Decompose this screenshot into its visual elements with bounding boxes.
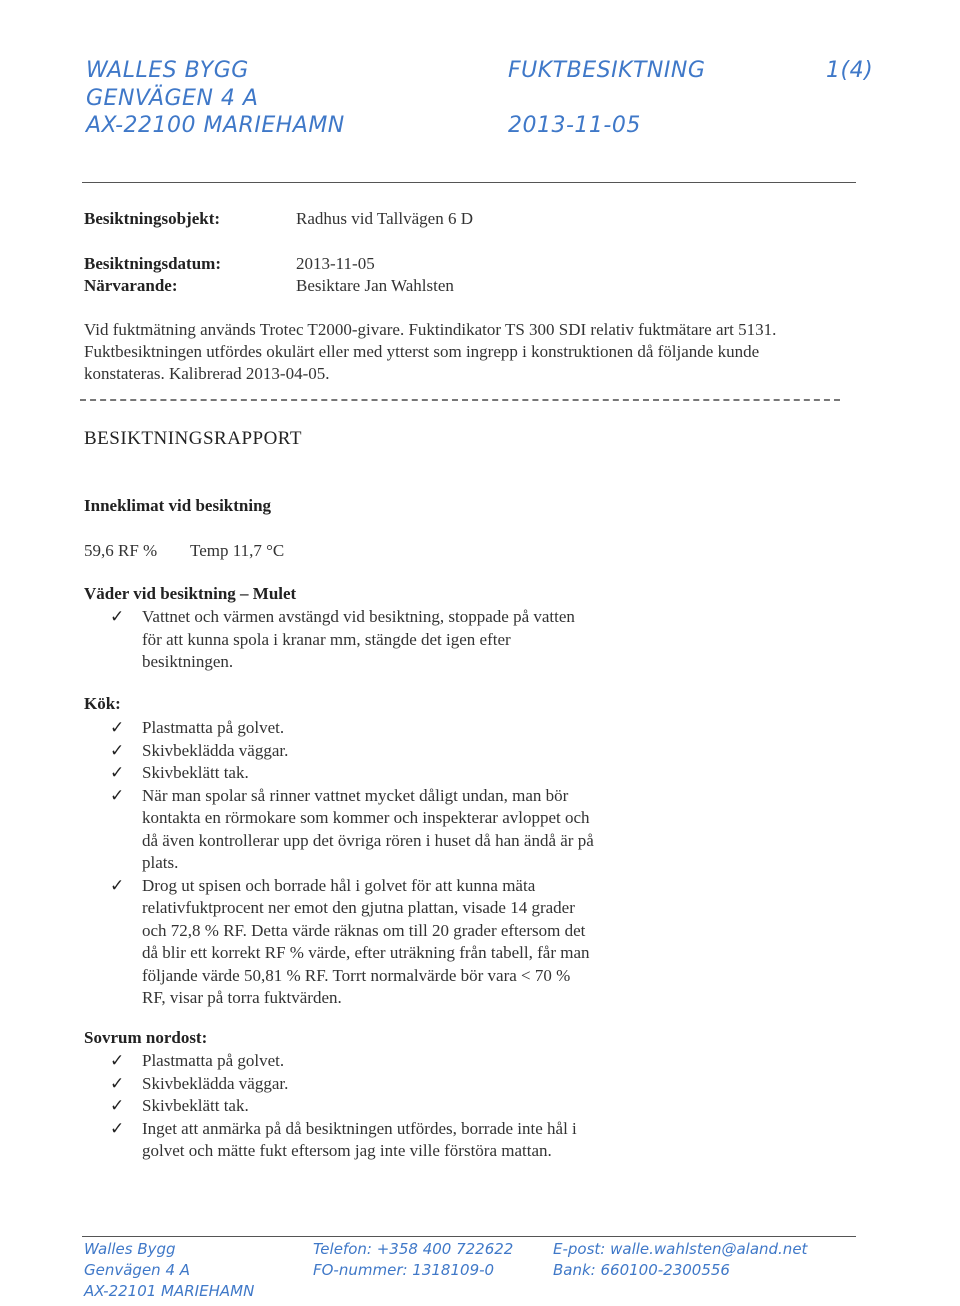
checkmark-icon: ✓ xyxy=(110,718,125,738)
checklist-item-line: Inget att anmärka på då besiktningen utfördes, borrade inte hål i xyxy=(142,1118,577,1138)
checkmark-icon: ✓ xyxy=(110,1073,125,1094)
checkmark-icon: ✓ xyxy=(110,763,125,783)
checklist-item xyxy=(110,740,594,763)
checklist-item-line: Plastmatta på golvet. xyxy=(142,718,285,737)
company-name: WALLES BYGG xyxy=(86,58,249,83)
kitchen-list xyxy=(110,717,594,1010)
checklist-item-line: När man spolar så rinner vattnet mycket dåligt undan, man bör xyxy=(142,785,569,805)
checkmark-icon: ✓ xyxy=(110,607,125,627)
inspection-date-label: Besiktningsdatum: xyxy=(84,254,221,273)
footer-divider xyxy=(82,1236,856,1237)
checklist-item xyxy=(110,785,594,875)
checklist-item-line: Skivbeklätt tak. xyxy=(142,763,249,782)
kitchen-heading: Kök: xyxy=(84,694,121,713)
footer-email[interactable]: E-post: walle.wahlsten@aland.net xyxy=(553,1240,808,1258)
checklist-item-line: Vattnet och värmen avstängd vid besiktning, stoppade på vatten xyxy=(142,607,575,626)
footer-phone: Telefon: +358 400 722622 xyxy=(313,1240,514,1258)
checklist-item-line: Plastmatta på golvet. xyxy=(142,1051,285,1070)
checklist-item xyxy=(110,717,594,740)
checklist-item-line: och 72,8 % RF. Detta värde räknas om till 20 grader eftersom det xyxy=(142,920,586,940)
checklist-item-line: Skivbeklätt tak. xyxy=(142,1096,249,1115)
object-label: Besiktningsobjekt: xyxy=(84,209,221,228)
bedroom-heading: Sovrum nordost: xyxy=(84,1028,208,1047)
checklist-item-line: följande värde 50,81 % RF. Torrt normalvärde bör vara < 70 % xyxy=(142,965,571,985)
dashed-divider xyxy=(80,399,840,401)
report-title: BESIKTNINGSRAPPORT xyxy=(84,428,302,449)
checklist-item-line: besiktningen. xyxy=(142,652,234,671)
company-address: GENVÄGEN 4 A xyxy=(86,86,259,111)
present-value: Besiktare Jan Wahlsten xyxy=(296,276,454,295)
intro-line: Vid fuktmätning används Trotec T2000-givare. Fuktindikator TS 300 SDI relativ fuktmätare art 5131. xyxy=(84,320,777,339)
checklist-item xyxy=(110,1118,577,1163)
checklist-item-line: Skivbeklädda väggar. xyxy=(142,1073,289,1093)
checkmark-icon: ✓ xyxy=(110,875,125,896)
checklist-item xyxy=(110,1073,577,1096)
checklist-item xyxy=(110,875,594,1010)
document-title: FUKTBESIKTNING xyxy=(508,58,706,83)
checklist-item-line: RF, visar på torra fuktvärden. xyxy=(142,988,342,1007)
footer-bank: Bank: 660100-2300556 xyxy=(553,1261,730,1279)
footer-address: Genvägen 4 A xyxy=(84,1261,191,1279)
weather-list xyxy=(110,606,575,674)
checklist-item-line: Drog ut spisen och borrade hål i golvet för att kunna mäta xyxy=(142,875,536,895)
checkmark-icon: ✓ xyxy=(110,1051,125,1071)
present-label: Närvarande: xyxy=(84,276,178,295)
company-postal: AX-22100 MARIEHAMN xyxy=(86,113,345,138)
footer-postal: AX-22101 MARIEHAMN xyxy=(84,1282,255,1300)
intro-line: Fuktbesiktningen utfördes okulärt eller med ytterst som ingrepp i konstruktionen då följande kunde xyxy=(84,342,760,361)
checkmark-icon: ✓ xyxy=(110,785,125,806)
footer-company: Walles Bygg xyxy=(84,1240,176,1258)
checklist-item xyxy=(110,1050,577,1073)
checkmark-icon: ✓ xyxy=(110,1096,125,1116)
header-divider xyxy=(82,182,856,183)
page-number: 1(4) xyxy=(826,58,874,83)
checklist-item-line: Skivbeklädda väggar. xyxy=(142,740,289,760)
checklist-item-line: då blir ett korrekt RF % värde, efter uträkning från tabell, får man xyxy=(142,943,590,962)
bedroom-list xyxy=(110,1050,577,1163)
checklist-item-line: för att kunna spola i kranar mm, stängde det igen efter xyxy=(142,629,511,649)
checklist-item-line: plats. xyxy=(142,853,179,872)
intro-line: konstateras. Kalibrerad 2013-04-05. xyxy=(84,364,330,383)
object-value: Radhus vid Tallvägen 6 D xyxy=(296,209,473,228)
checkmark-icon: ✓ xyxy=(110,740,125,761)
checklist-item-line: kontakta en rörmokare som kommer och inspekterar avloppet och xyxy=(142,808,590,827)
checklist-item-line: relativfuktprocent ner emot den gjutna plattan, visade 14 grader xyxy=(142,898,575,917)
footer-org-number: FO-nummer: 1318109-0 xyxy=(313,1261,495,1279)
checkmark-icon: ✓ xyxy=(110,1118,125,1139)
climate-temp: Temp 11,7 °C xyxy=(190,541,285,560)
checklist-item-line: golvet och mätte fukt eftersom jag inte ville förstöra mattan. xyxy=(142,1141,552,1160)
climate-heading: Inneklimat vid besiktning xyxy=(84,496,272,515)
checklist-item xyxy=(110,606,575,674)
checklist-item xyxy=(110,1095,577,1118)
checklist-item-line: då även kontrollerar upp det övriga rören i huset då han ändå är på xyxy=(142,830,594,850)
weather-heading: Väder vid besiktning – Mulet xyxy=(84,584,297,603)
inspection-date-value: 2013-11-05 xyxy=(296,254,375,273)
climate-rh: 59,6 RF % xyxy=(84,541,158,560)
checklist-item xyxy=(110,762,594,785)
document-date: 2013-11-05 xyxy=(508,113,641,138)
